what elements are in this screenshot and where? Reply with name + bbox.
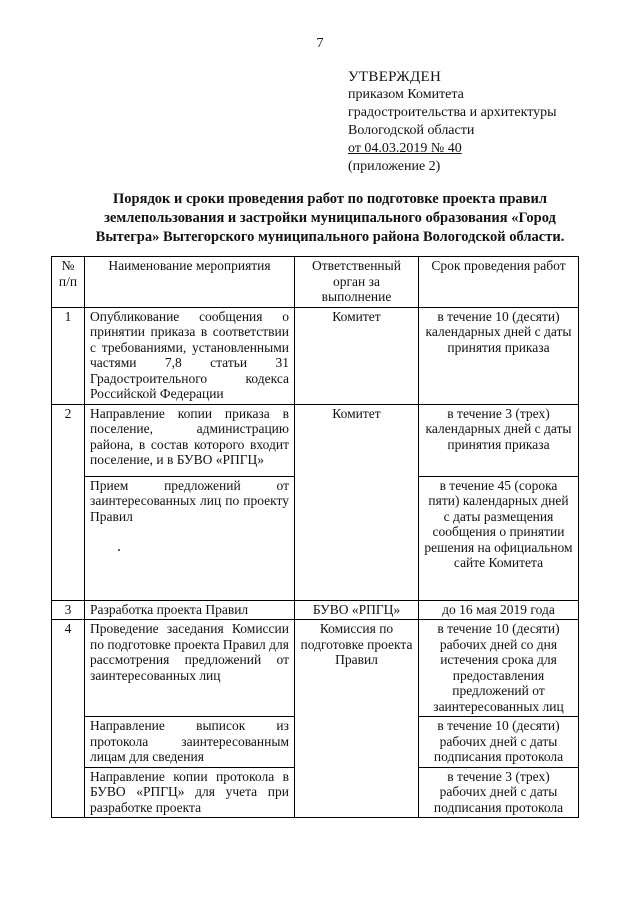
row-term: в течение 45 (сорока пяти) календарных дней с даты размещения сообщения о принятии решения на официальном сайте Комитета [419, 476, 579, 600]
row-responsible: Комитет [295, 404, 419, 600]
row-num: 4 [52, 620, 85, 818]
row-term: до 16 мая 2019 года [419, 600, 579, 620]
schedule-table [51, 256, 579, 818]
row-activity: Прием предложений от заинтересованных лиц по проекту Правил [85, 476, 295, 600]
scan-speck [118, 549, 120, 551]
row-term: в течение 10 (десяти) рабочих дней с даты подписания протокола [419, 717, 579, 768]
header-num: № п/п [52, 257, 85, 308]
order-reference: от 04.03.2019 № 40 [348, 141, 462, 156]
row-num: 3 [52, 600, 85, 620]
table-header-row [52, 257, 579, 308]
header-term: Срок проведения работ [419, 257, 579, 308]
row-activity: Разработка проекта Правил [85, 600, 295, 620]
approval-line-1: приказом Комитета [348, 87, 464, 102]
row-activity: Проведение заседания Комиссии по подготовке проекта Правил для рассмотрения предложений от заинтересованных лиц [85, 620, 295, 717]
approval-line-2: градостроительства и архитектуры [348, 105, 557, 120]
appendix-label: (приложение 2) [348, 159, 441, 174]
row-activity: Опубликование сообщения о принятии приказа в соответствии с требованиями, установленными частями 7,8 статьи 31 Градостроительного кодекса Российской Федерации [85, 307, 295, 404]
table-row [52, 404, 579, 476]
title-line-3: Вытегра» Вытегорского муниципального района Вологодской области. [95, 229, 565, 245]
header-activity: Наименование мероприятия [85, 257, 295, 308]
header-responsible: Ответственный орган за выполнение [295, 257, 419, 308]
row-term: в течение 10 (десяти) рабочих дней со дня истечения срока для предоставления предложений от заинтересованных лиц [419, 620, 579, 717]
row-term: в течение 3 (трех) календарных дней с даты принятия приказа [419, 404, 579, 476]
row-responsible: БУВО «РПГЦ» [295, 600, 419, 620]
row-activity: Направление копии приказа в поселение, администрацию района, в состав которого входит поселение, и в БУВО «РПГЦ» [85, 404, 295, 476]
row-activity: Направление выписок из протокола заинтересованным лицам для сведения [85, 717, 295, 768]
table-row [52, 620, 579, 717]
row-activity: Направление копии протокола в БУВО «РПГЦ» для учета при разработке проекта [85, 767, 295, 818]
table-row [52, 600, 579, 620]
row-term: в течение 10 (десяти) календарных дней с даты принятия приказа [419, 307, 579, 404]
row-num: 1 [52, 307, 85, 404]
document-title [60, 190, 600, 247]
approval-block [348, 68, 557, 176]
table-row [52, 307, 579, 404]
row-responsible: Комитет [295, 307, 419, 404]
row-term: в течение 3 (трех) рабочих дней с даты подписания протокола [419, 767, 579, 818]
row-responsible: Комиссия по подготовке проекта Правил [295, 620, 419, 818]
page-number: 7 [316, 36, 324, 51]
title-line-2: землепользования и застройки муниципального образования «Город [104, 210, 556, 226]
row-num: 2 [52, 404, 85, 600]
approval-heading: УТВЕРЖДЕН [348, 69, 442, 85]
approval-line-3: Вологодской области [348, 123, 475, 138]
title-line-1: Порядок и сроки проведения работ по подготовке проекта правил [113, 191, 547, 207]
